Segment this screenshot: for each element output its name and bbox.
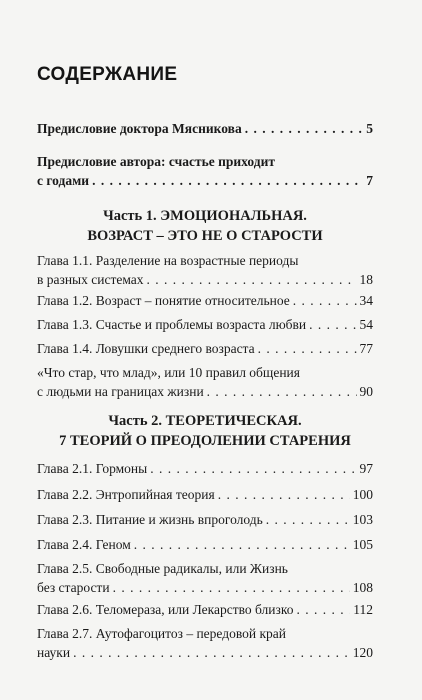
toc-entry-chapter-2-4	[37, 535, 373, 554]
page-number: 5	[366, 121, 373, 136]
toc-entry-foreword-author	[37, 152, 373, 190]
entry-title: с годами	[37, 173, 90, 188]
entry-title: с людьми на границах жизни	[37, 384, 204, 399]
toc-entry-foreword-doctor	[37, 119, 373, 138]
leader-dots	[207, 382, 357, 401]
toc-entry-chapter-1-4	[37, 339, 373, 358]
part-heading-line: 7 ТЕОРИЙ О ПРЕОДОЛЕНИИ СТАРЕНИЯ	[59, 433, 351, 449]
page-number: 97	[359, 461, 373, 476]
page-number: 120	[352, 645, 373, 660]
leader-dots	[266, 510, 350, 529]
toc-entry-chapter-2-3	[37, 510, 373, 529]
entry-title: Глава 2.2. Энтропийная теория	[37, 487, 215, 502]
entry-title: в разных системах	[37, 272, 144, 287]
leader-dots	[245, 119, 364, 138]
entry-title-line: Глава 2.7. Аутофагоцитоз – передовой край	[37, 626, 287, 641]
toc-entry-chapter-2-1	[37, 459, 373, 478]
entry-title: науки	[37, 645, 71, 660]
part-2-heading	[37, 411, 373, 451]
page-number: 34	[359, 293, 373, 308]
entry-title: Глава 2.1. Гормоны	[37, 461, 148, 476]
toc-entry-communication-rules	[37, 363, 373, 401]
part-heading-line: Часть 1. ЭМОЦИОНАЛЬНАЯ.	[103, 208, 307, 224]
entry-title: Глава 1.2. Возраст – понятие относительное	[37, 293, 290, 308]
page-number: 90	[359, 384, 373, 399]
entry-title-line: Глава 2.5. Свободные радикалы, или Жизнь	[37, 561, 288, 576]
page-number: 105	[352, 537, 373, 552]
toc-entry-chapter-2-7	[37, 624, 373, 662]
leader-dots	[258, 339, 357, 358]
leader-dots	[92, 171, 363, 190]
page-number: 77	[359, 341, 373, 356]
entry-title: Предисловие доктора Мясникова	[37, 121, 242, 136]
entry-title: Глава 1.3. Счастье и проблемы возраста любви	[37, 317, 307, 332]
entry-title: Глава 2.6. Теломераза, или Лекарство близко	[37, 602, 294, 617]
leader-dots	[73, 643, 350, 662]
page-number: 7	[366, 173, 373, 188]
entry-title: Глава 1.4. Ловушки среднего возраста	[37, 341, 255, 356]
leader-dots	[293, 291, 357, 310]
entry-title-line: Предисловие автора: счастье приходит	[37, 154, 275, 169]
part-1-heading	[37, 206, 373, 246]
toc-entry-chapter-2-6	[37, 600, 373, 619]
leader-dots	[147, 270, 357, 289]
entry-title: Глава 2.3. Питание и жизнь впроголодь	[37, 512, 263, 527]
part-heading-line: Часть 2. ТЕОРЕТИЧЕСКАЯ.	[108, 413, 302, 429]
page-number: 103	[352, 512, 373, 527]
leader-dots	[134, 535, 350, 554]
leader-dots	[218, 485, 350, 504]
entry-title-line: Глава 1.1. Разделение на возрастные периоды	[37, 253, 299, 268]
entry-title: Глава 2.4. Геном	[37, 537, 131, 552]
toc-entry-chapter-1-3	[37, 315, 373, 334]
page-number: 108	[352, 580, 373, 595]
part-heading-line: ВОЗРАСТ – ЭТО НЕ О СТАРОСТИ	[87, 228, 323, 244]
toc-entry-chapter-1-1	[37, 251, 373, 289]
page-number: 100	[352, 487, 373, 502]
toc-entry-chapter-1-2	[37, 291, 373, 310]
leader-dots	[296, 600, 350, 619]
page-number: 112	[353, 602, 373, 617]
entry-title: без старости	[37, 580, 110, 595]
toc-title: СОДЕРЖАНИЕ	[37, 64, 178, 85]
page-number: 18	[359, 272, 373, 287]
leader-dots	[309, 315, 356, 334]
leader-dots	[113, 578, 350, 597]
page-number: 54	[359, 317, 373, 332]
leader-dots	[150, 459, 356, 478]
toc-entry-chapter-2-5	[37, 559, 373, 597]
toc-entry-chapter-2-2	[37, 485, 373, 504]
entry-title-line: «Что стар, что млад», или 10 правил общения	[37, 365, 300, 380]
